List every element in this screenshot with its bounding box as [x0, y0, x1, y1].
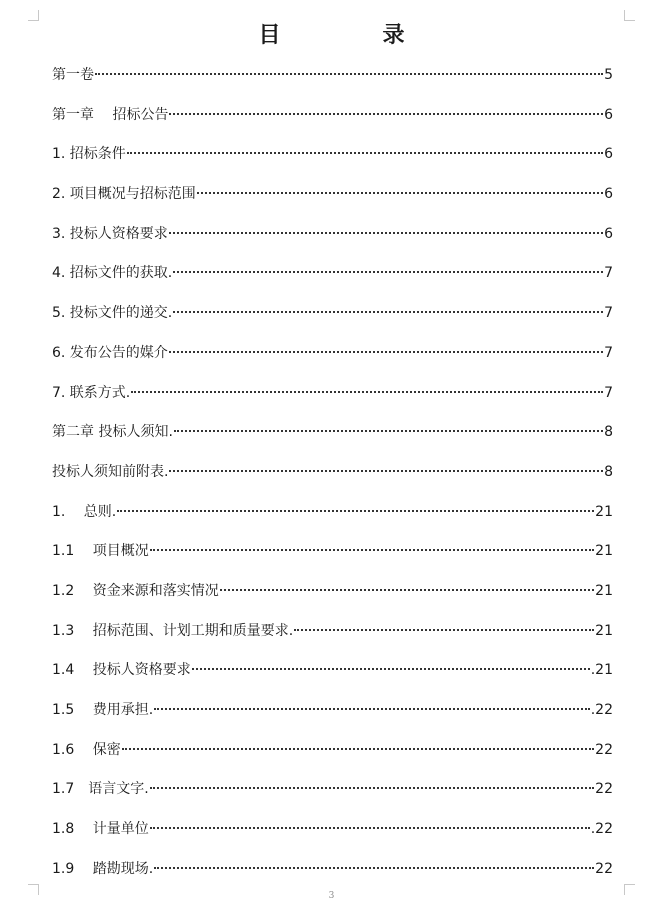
toc-entry-page: .21 [590, 662, 613, 679]
toc-entry-label: 4. 招标文件的获取. [52, 265, 173, 282]
toc-entry-label: 1. 招标条件 [52, 146, 126, 163]
toc-leader-dots [122, 748, 594, 750]
toc-leader-dots [154, 867, 594, 869]
toc-entry-label: 5. 投标文件的递交. [52, 305, 173, 322]
toc-entry[interactable] [52, 419, 613, 459]
toc-entry-page: 7 [604, 305, 613, 322]
toc-entry-page: 6 [604, 146, 613, 163]
page-number: 3 [328, 891, 335, 901]
toc-leader-dots [192, 668, 590, 670]
toc-leader-dots [173, 311, 603, 313]
toc-entry-label: 1.2 资金来源和落实情况 [52, 582, 219, 599]
toc-leader-dots [173, 271, 603, 273]
toc-entry-page: .22 [590, 702, 613, 718]
toc-entry-label: 3. 投标人资格要求 [52, 225, 168, 242]
toc-entry-label: 第一卷 [52, 67, 94, 83]
toc-entry-page: 7 [604, 344, 613, 361]
toc-entry[interactable] [52, 737, 613, 777]
toc-entry[interactable] [52, 697, 613, 737]
toc-entry-label: 投标人须知前附表. [52, 463, 169, 480]
toc-leader-dots [294, 629, 594, 631]
toc-entry-label: 1.3 招标范围、计划工期和质量要求. [52, 622, 294, 639]
toc-entry-page: 22 [595, 741, 613, 758]
toc-leader-dots [169, 470, 603, 472]
toc-entry[interactable] [52, 657, 613, 697]
toc-entry-page: 21 [595, 543, 613, 560]
toc-entry[interactable] [52, 380, 613, 420]
toc-leader-dots [169, 113, 603, 115]
toc-leader-dots [150, 787, 594, 789]
toc-entry[interactable] [52, 141, 613, 181]
toc-entry-label: 2. 项目概况与招标范围 [52, 186, 196, 203]
toc-leader-dots [197, 192, 603, 194]
toc-entry-label: 6. 发布公告的媒介 [52, 344, 168, 361]
toc-entry[interactable] [52, 221, 613, 261]
toc-entry-page: .22 [590, 821, 613, 838]
toc-entry-label: 1.5 费用承担. [52, 702, 154, 718]
toc-entry-page: 5 [604, 67, 613, 83]
toc-entry[interactable] [52, 578, 613, 618]
toc-entry-page: 6 [604, 225, 613, 242]
toc-entry-label: 1.4 投标人资格要求 [52, 662, 191, 679]
toc-entry-label: 1.7 语言文字. [52, 781, 149, 798]
toc-entry[interactable] [52, 260, 613, 300]
toc-entry[interactable] [52, 181, 613, 221]
toc-entry-page: 8 [604, 463, 613, 480]
toc-entry-page: 7 [604, 384, 613, 401]
toc-entry-label: 1. 总则. [52, 503, 117, 520]
toc-entry[interactable] [52, 538, 613, 578]
toc-entry-page: 21 [595, 503, 613, 520]
toc-entry-page: 6 [604, 186, 613, 203]
toc-entry-label: 1.9 踏勘现场. [52, 860, 154, 877]
toc-entry-page: 6 [604, 106, 613, 123]
toc-entry-page: 7 [604, 265, 613, 282]
toc-entry[interactable] [52, 856, 613, 896]
toc-leader-dots [95, 73, 603, 75]
toc-leader-dots [154, 708, 590, 710]
toc-entry[interactable] [52, 340, 613, 380]
table-of-contents [52, 62, 613, 895]
toc-entry-label: 第二章 投标人须知. [52, 424, 173, 441]
toc-leader-dots [169, 232, 603, 234]
toc-entry-label: 1.1 项目概况 [52, 543, 149, 560]
toc-entry-label: 1.6 保密 [52, 741, 121, 758]
toc-leader-dots [127, 152, 603, 154]
toc-entry[interactable] [52, 816, 613, 856]
toc-entry-label: 第一章 招标公告 [52, 106, 169, 123]
toc-leader-dots [150, 827, 590, 829]
toc-leader-dots [169, 351, 603, 353]
toc-entry-page: 21 [595, 622, 613, 639]
toc-entry[interactable] [52, 499, 613, 539]
toc-leader-dots [150, 549, 594, 551]
toc-entry[interactable] [52, 102, 613, 142]
toc-entry-page: 22 [595, 860, 613, 877]
toc-entry-page: 22 [595, 781, 613, 798]
toc-leader-dots [220, 589, 594, 591]
toc-leader-dots [117, 510, 594, 512]
toc-entry-label: 1.8 计量单位 [52, 821, 149, 838]
toc-entry[interactable] [52, 776, 613, 816]
toc-entry[interactable] [52, 62, 613, 102]
toc-leader-dots [131, 391, 603, 393]
toc-entry[interactable] [52, 618, 613, 658]
toc-title: 目 录 [258, 23, 445, 48]
toc-entry[interactable] [52, 300, 613, 340]
toc-entry-page: 21 [595, 582, 613, 599]
toc-entry-page: 8 [604, 424, 613, 441]
toc-leader-dots [174, 430, 603, 432]
toc-entry-label: 7. 联系方式. [52, 384, 131, 401]
toc-entry[interactable] [52, 459, 613, 499]
